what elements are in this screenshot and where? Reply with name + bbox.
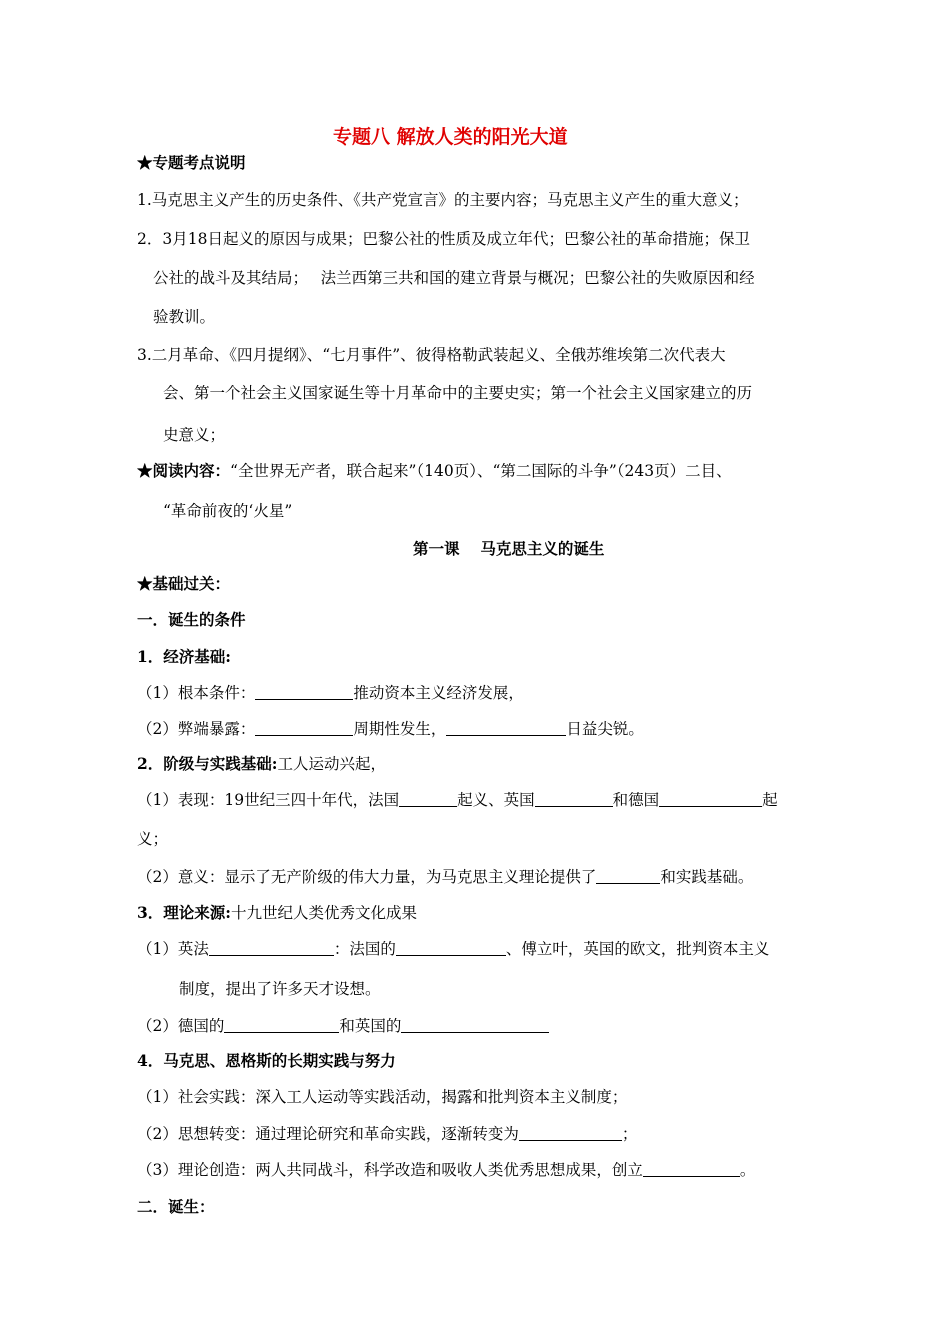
answer-blank[interactable] [401, 1016, 549, 1033]
answer-blank[interactable] [224, 1016, 339, 1033]
kaodian-item-1: 1.马克思主义产生的历史条件、《共产党宣言》的主要内容；马克思主义产生的重大意义； [137, 191, 749, 209]
theory-heading: 3．理论来源: [137, 903, 232, 922]
practice-item-3: （3）理论创造：两人共同战斗，科学改造和吸收人类优秀思想成果，创立 。 [137, 1161, 756, 1179]
practice-item-1: （1）社会实践：深入工人运动等实践活动，揭露和批判资本主义制度； [137, 1088, 628, 1106]
econ-item-2: （2）弊端暴露： 周期性发生， 日益尖锐。 [137, 720, 644, 738]
section-2-heading: 二．诞生： [137, 1197, 215, 1216]
kaodian-item-3-cont: 史意义； [163, 426, 226, 444]
answer-blank[interactable] [596, 867, 660, 884]
reading-text: “全世界无产者，联合起来”（140页）、“第二国际的斗争”（243页）二目、 [230, 462, 732, 480]
answer-blank[interactable] [255, 683, 353, 700]
page-title: 专题八 解放人类的阳光大道 [333, 126, 568, 148]
class-item-2: （2）意义：显示了无产阶级的伟大力量，为马克思主义理论提供了 和实践基础。 [137, 868, 754, 886]
theory-item-1: （1）英法 ：法国的 、傅立叶，英国的欧文，批判资本主义 [137, 940, 770, 958]
answer-blank[interactable] [209, 939, 334, 956]
class-heading-line: 2．阶级与实践基础:工人运动兴起， [137, 754, 387, 773]
answer-blank[interactable] [446, 719, 566, 736]
answer-blank[interactable] [255, 719, 353, 736]
answer-blank[interactable] [659, 790, 762, 807]
class-item-1-cont: 义； [137, 830, 169, 848]
kaodian-heading: ★专题考点说明 [137, 153, 246, 172]
reading-label: ★阅读内容： [137, 461, 231, 480]
answer-blank[interactable] [399, 790, 457, 807]
practice-item-2: （2）思想转变：通过理论研究和革命实践，逐渐转变为 ； [137, 1125, 638, 1143]
kaodian-item-2-cont: 验教训。 [153, 308, 216, 326]
kaodian-item-2-cont: 公社的战斗及其结局； 法兰西第三共和国的建立背景与概况；巴黎公社的失败原因和经 [153, 269, 755, 287]
kaodian-item-3-cont: 会、第一个社会主义国家诞生等十月革命中的主要史实；第一个社会主义国家建立的历 [163, 384, 753, 402]
econ-item-1: （1）根本条件： 推动资本主义经济发展， [137, 684, 524, 702]
class-item-1: （1）表现：19世纪三四十年代，法国 起义、英国 和德国 起 [137, 791, 778, 809]
answer-blank[interactable] [643, 1160, 740, 1177]
econ-heading: 1．经济基础: [137, 647, 232, 666]
kaodian-item-3: 3.二月革命、《四月提纲》、“七月事件”、彼得格勒武装起义、全俄苏维埃第二次代表大 [137, 346, 726, 364]
answer-blank[interactable] [396, 939, 506, 956]
lesson-title: 第一课 马克思主义的诞生 [413, 539, 605, 558]
section-1-heading: 一．诞生的条件 [137, 610, 246, 629]
theory-item-1-cont: 制度，提出了许多天才设想。 [179, 980, 381, 998]
answer-blank[interactable] [519, 1124, 622, 1141]
theory-heading-line: 3．理论来源:十九世纪人类优秀文化成果 [137, 903, 418, 922]
reading-line-cont: “革命前夜的‘火星” [163, 502, 293, 520]
reading-line [137, 460, 732, 482]
theory-item-2: （2）德国的 和英国的 [137, 1015, 549, 1037]
class-heading: 2．阶级与实践基础: [137, 754, 278, 773]
basics-heading: ★基础过关： [137, 574, 231, 593]
practice-heading: 4．马克思、恩格斯的长期实践与努力 [137, 1051, 396, 1070]
answer-blank[interactable] [535, 790, 613, 807]
kaodian-item-2: 2．3月18日起义的原因与成果；巴黎公社的性质及成立年代；巴黎公社的革命措施；保卫 [137, 230, 750, 248]
